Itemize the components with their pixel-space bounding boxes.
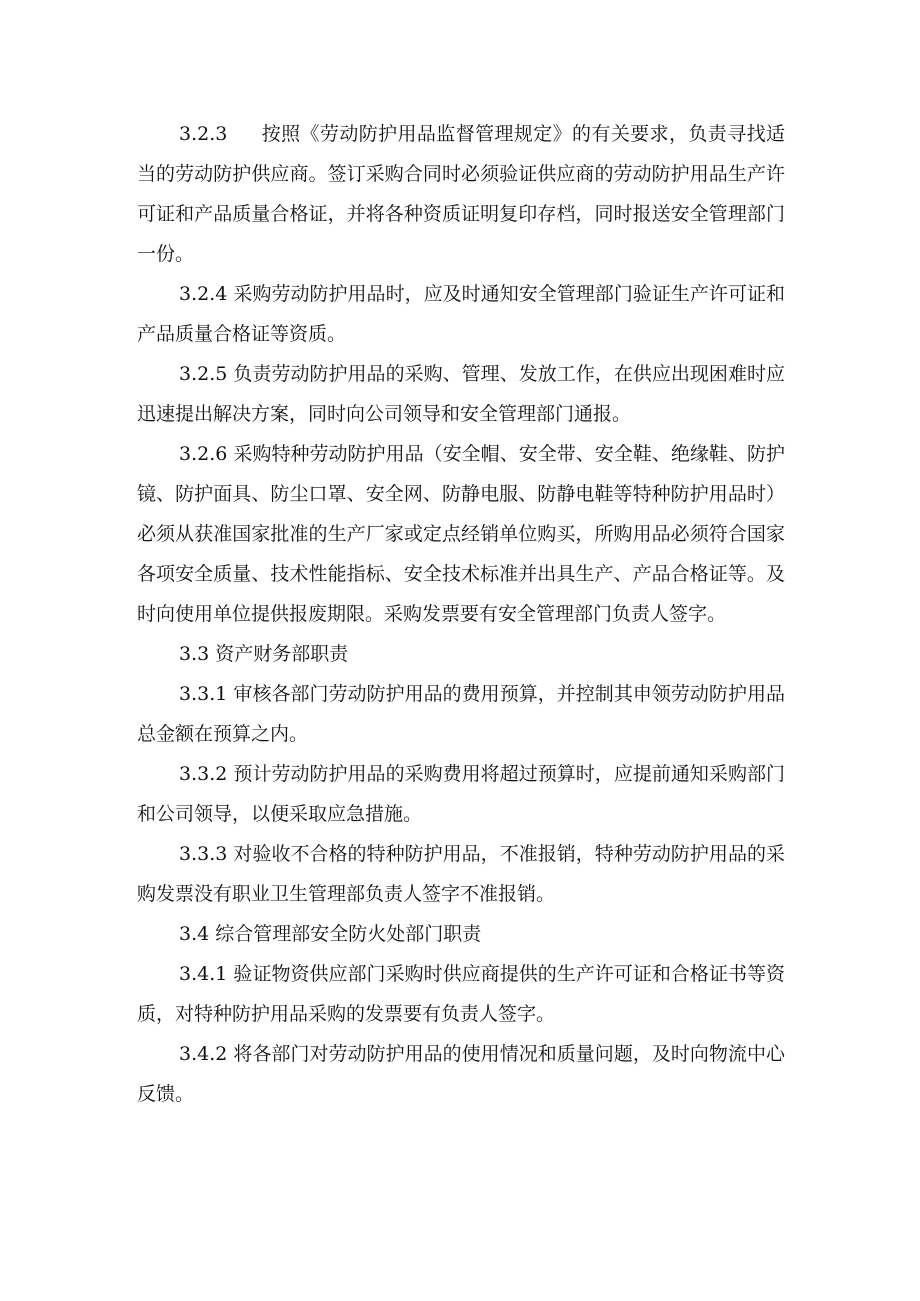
paragraph-3-3-2 — [137, 754, 785, 834]
clause-number: 3.4.1 — [179, 963, 228, 985]
clause-text: 资产财务部职责 — [215, 643, 349, 665]
clause-number: 3.3.1 — [179, 683, 228, 705]
clause-number: 3.3.2 — [179, 763, 228, 785]
paragraph-3-4-1 — [137, 954, 785, 1034]
paragraph-3-2-4 — [137, 274, 785, 354]
clause-text: 按照《劳动防护用品监督管理规定》的有关要求，负责寻找适当的劳动防护供应商。签订采购合同时必须验证供应商的劳动防护用品生产许可证和产品质量合格证，并将各种资质证明复印存档，同时报送安全管理部门一份。 — [137, 123, 785, 265]
clause-number: 3.4.2 — [179, 1043, 228, 1065]
clause-number: 3.3 — [179, 643, 210, 665]
paragraph-3-3-1 — [137, 674, 785, 754]
clause-number: 3.4 — [179, 923, 210, 945]
clause-text: 审核各部门劳动防护用品的费用预算，并控制其申领劳动防护用品总金额在预算之内。 — [137, 683, 785, 745]
clause-text: 综合管理部安全防火处部门职责 — [215, 923, 482, 945]
paragraph-3-4-2 — [137, 1034, 785, 1114]
clause-number: 3.2.6 — [179, 443, 228, 465]
clause-number: 3.2.4 — [179, 283, 228, 305]
clause-text: 采购特种劳动防护用品（安全帽、安全带、安全鞋、绝缘鞋、防护镜、防护面具、防尘口罩、安全网、防静电服、防静电鞋等特种防护用品时）必须从获准国家批准的生产厂家或定点经销单位购买，所购用品必须符合国家各项安全质量、技术性能指标、安全技术标准并出具生产、产品合格证等。及时向使用单位提供报废期限。采购发票要有安全管理部门负责人签字。 — [137, 443, 785, 625]
document-body — [137, 114, 785, 1114]
paragraph-3-2-3 — [137, 114, 785, 274]
section-heading-3-3 — [137, 634, 785, 674]
clause-text: 预计劳动防护用品的采购费用将超过预算时，应提前通知采购部门和公司领导，以便采取应急措施。 — [137, 763, 785, 825]
paragraph-3-2-5 — [137, 354, 785, 434]
clause-text: 对验收不合格的特种防护用品，不准报销，特种劳动防护用品的采购发票没有职业卫生管理部负责人签字不准报销。 — [137, 843, 785, 905]
clause-text: 负责劳动防护用品的采购、管理、发放工作，在供应出现困难时应迅速提出解决方案，同时向公司领导和安全管理部门通报。 — [137, 363, 785, 425]
clause-number: 3.2.5 — [179, 363, 228, 385]
paragraph-3-3-3 — [137, 834, 785, 914]
paragraph-3-2-6 — [137, 434, 785, 634]
clause-text: 验证物资供应部门采购时供应商提供的生产许可证和合格证书等资质，对特种防护用品采购的发票要有负责人签字。 — [137, 963, 785, 1025]
clause-text: 采购劳动防护用品时，应及时通知安全管理部门验证生产许可证和产品质量合格证等资质。 — [137, 283, 785, 345]
clause-text: 将各部门对劳动防护用品的使用情况和质量问题，及时向物流中心反馈。 — [137, 1043, 785, 1105]
clause-number: 3.2.3 — [179, 123, 228, 145]
clause-number: 3.3.3 — [179, 843, 228, 865]
section-heading-3-4 — [137, 914, 785, 954]
